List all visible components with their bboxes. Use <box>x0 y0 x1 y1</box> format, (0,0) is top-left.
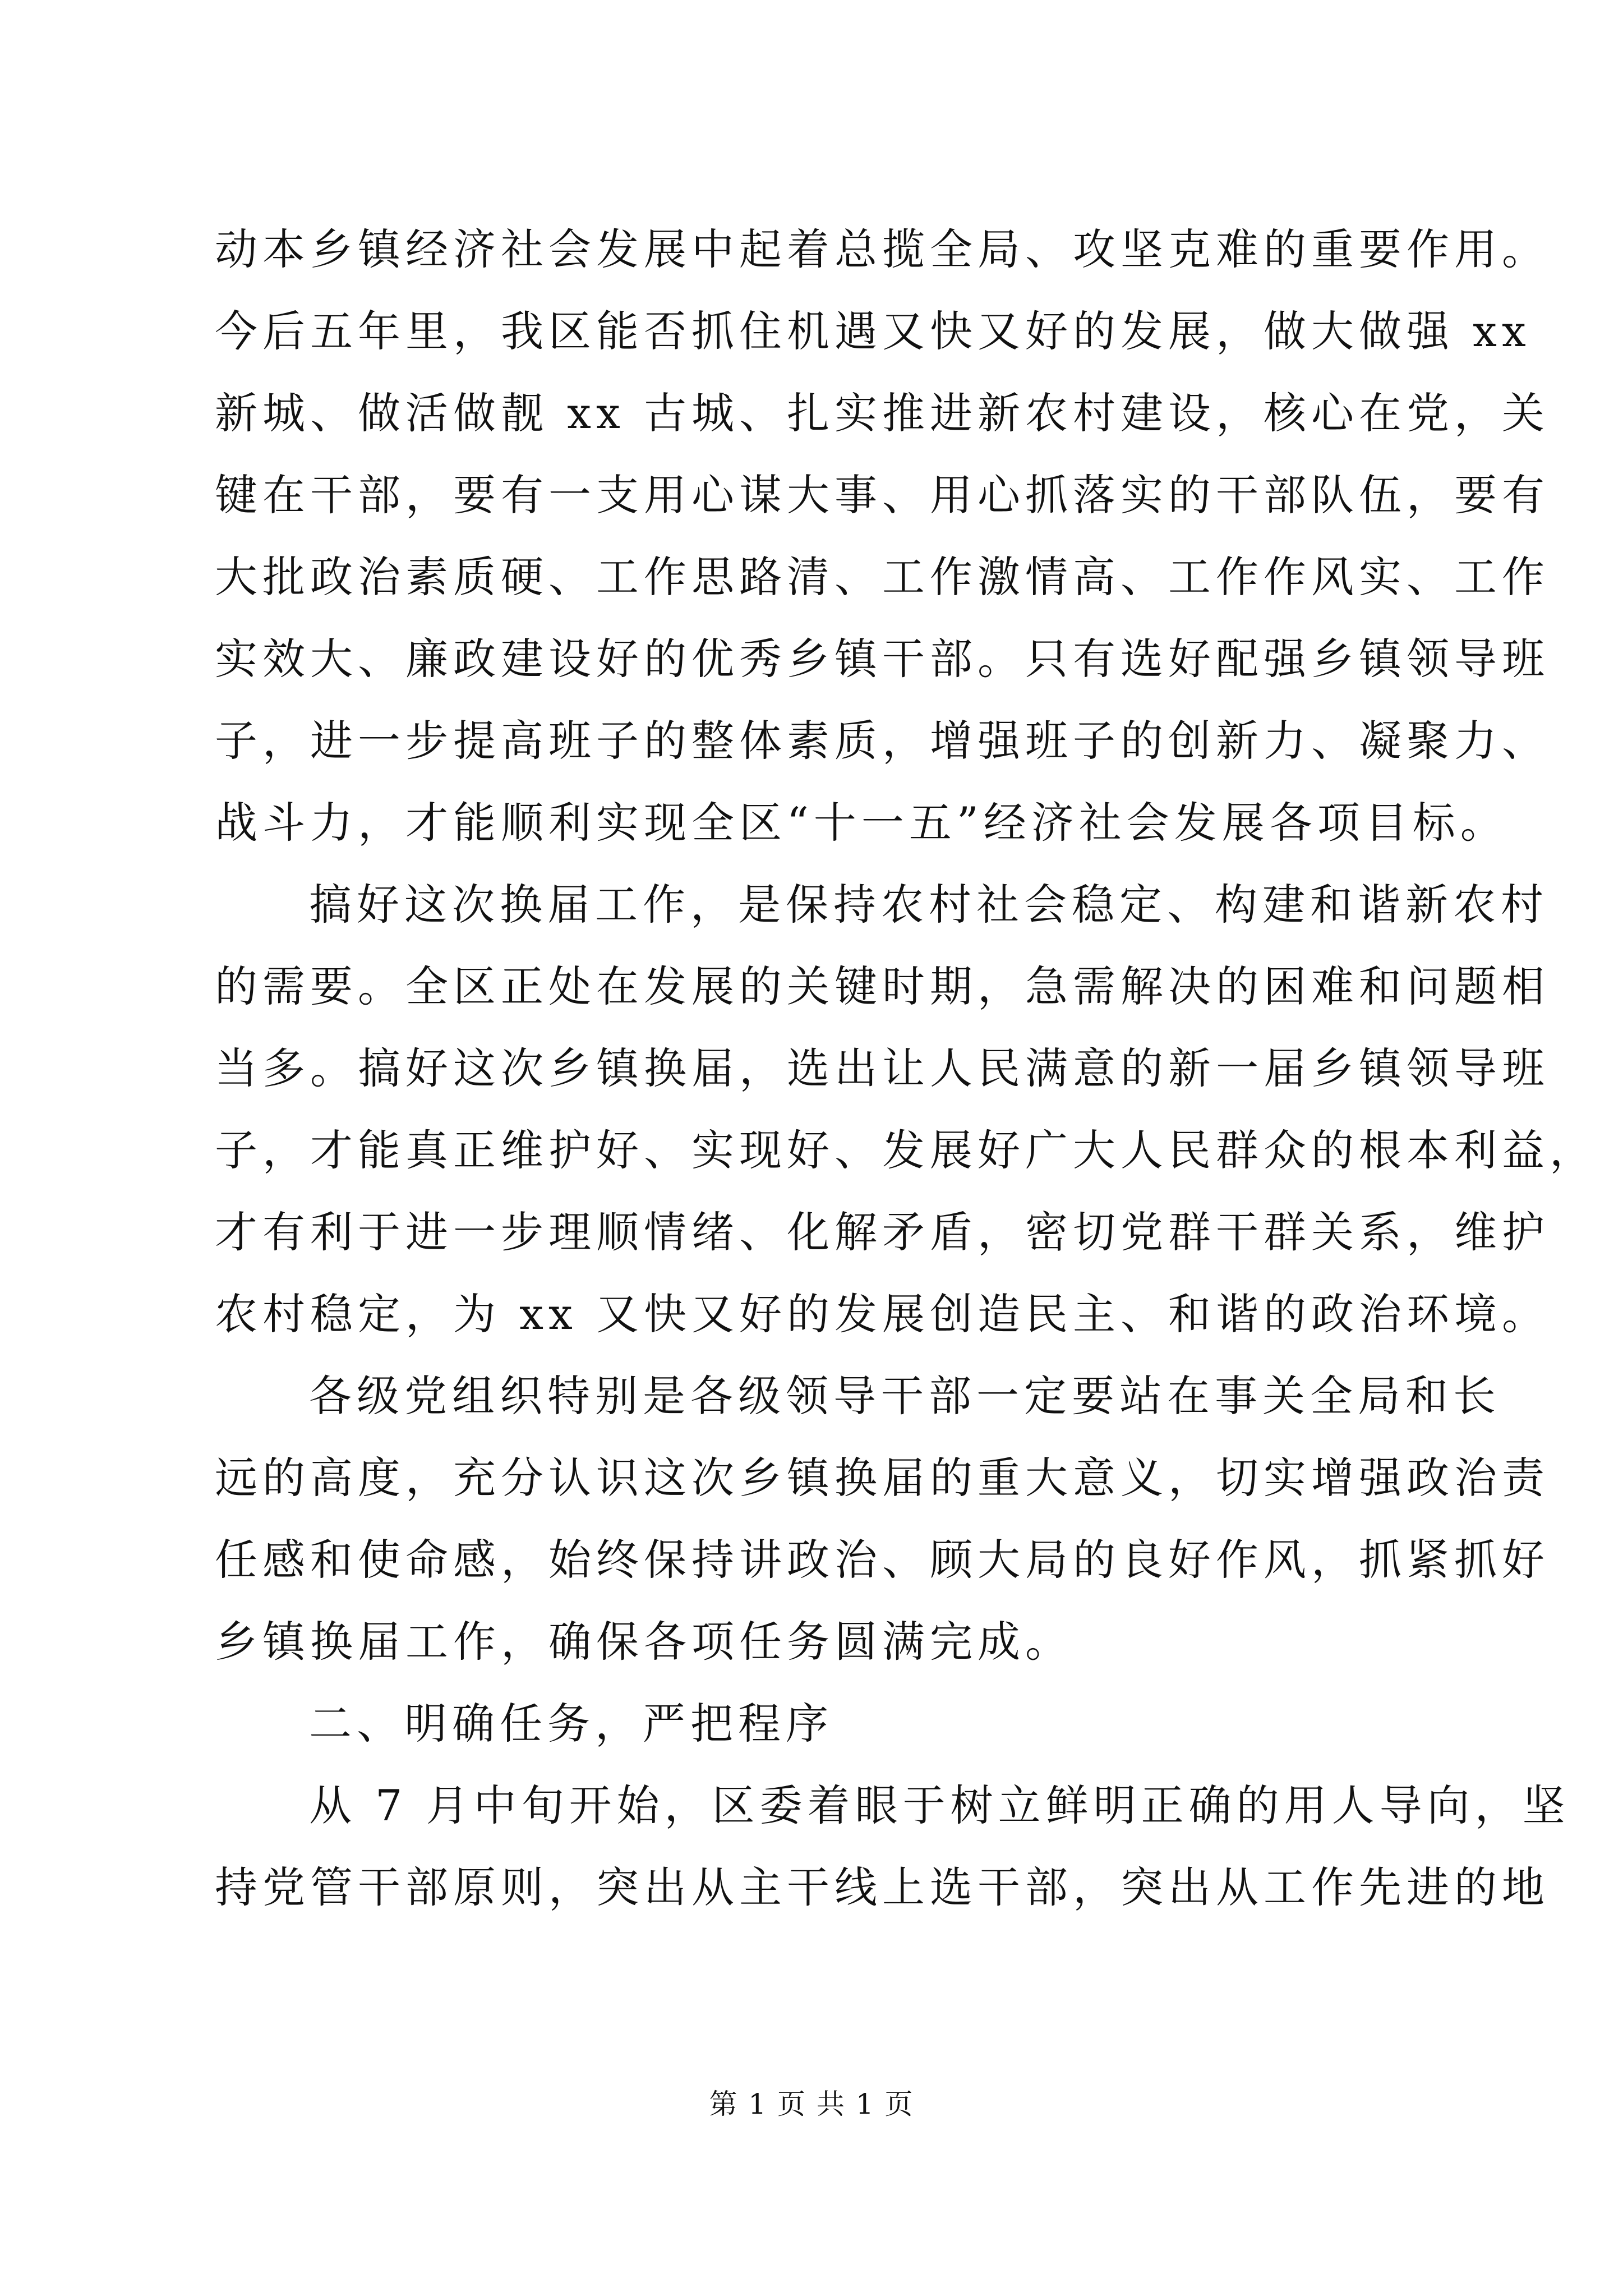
text-line: 才有利于进一步理顺情绪、化解矛盾，密切党群干群关系，维护 <box>215 1207 1550 1257</box>
paragraph-first-line: 搞好这次换届工作，是保持农村社会稳定、构建和谐新农村 <box>309 880 1548 930</box>
text-line: 当多。搞好这次乡镇换届，选出让人民满意的新一届乡镇领导班 <box>215 1043 1550 1093</box>
paragraph-first-line: 各级党组织特别是各级领导干部一定要站在事关全局和长 <box>309 1371 1501 1421</box>
text-line: 乡镇换届工作，确保各项任务圆满完成。 <box>215 1617 1073 1667</box>
text-line: 新城、做活做靓 xx 古城、扎实推进新农村建设，核心在党，关 <box>215 388 1550 438</box>
text-line: 战斗力，才能顺利实现全区“十一五”经济社会发展各项目标。 <box>215 798 1508 848</box>
text-line: 子，进一步提高班子的整体素质，增强班子的创新力、凝聚力、 <box>215 716 1550 766</box>
text-line: 远的高度，充分认识这次乡镇换届的重大意义，切实增强政治责 <box>215 1453 1550 1503</box>
text-line: 子，才能真正维护好、实现好、发展好广大人民群众的根本利益， <box>215 1125 1597 1175</box>
text-line: 实效大、廉政建设好的优秀乡镇干部。只有选好配强乡镇领导班 <box>215 634 1550 684</box>
text-line: 的需要。全区正处在发展的关键时期，急需解决的困难和问题相 <box>215 961 1550 1011</box>
page-footer: 第 1 页 共 1 页 <box>709 2088 914 2120</box>
text-line: 农村稳定，为 xx 又快又好的发展创造民主、和谐的政治环境。 <box>215 1289 1550 1339</box>
text-line: 大批政治素质硬、工作思路清、工作激情高、工作作风实、工作 <box>215 552 1550 602</box>
text-line: 键在干部，要有一支用心谋大事、用心抓落实的干部队伍，要有 <box>215 470 1550 520</box>
text-line: 动本乡镇经济社会发展中起着总揽全局、攻坚克难的重要作用。 <box>215 224 1550 274</box>
text-line: 任感和使命感，始终保持讲政治、顾大局的良好作风，抓紧抓好 <box>215 1535 1550 1585</box>
section-heading: 二、明确任务，严把程序 <box>309 1699 833 1749</box>
text-line: 今后五年里，我区能否抓住机遇又快又好的发展，做大做强 xx <box>215 306 1531 356</box>
paragraph-first-line: 从 7 月中旬开始，区委着眼于树立鲜明正确的用人导向，坚 <box>309 1780 1570 1830</box>
text-line: 持党管干部原则，突出从主干线上选干部，突出从工作先进的地 <box>215 1862 1550 1912</box>
